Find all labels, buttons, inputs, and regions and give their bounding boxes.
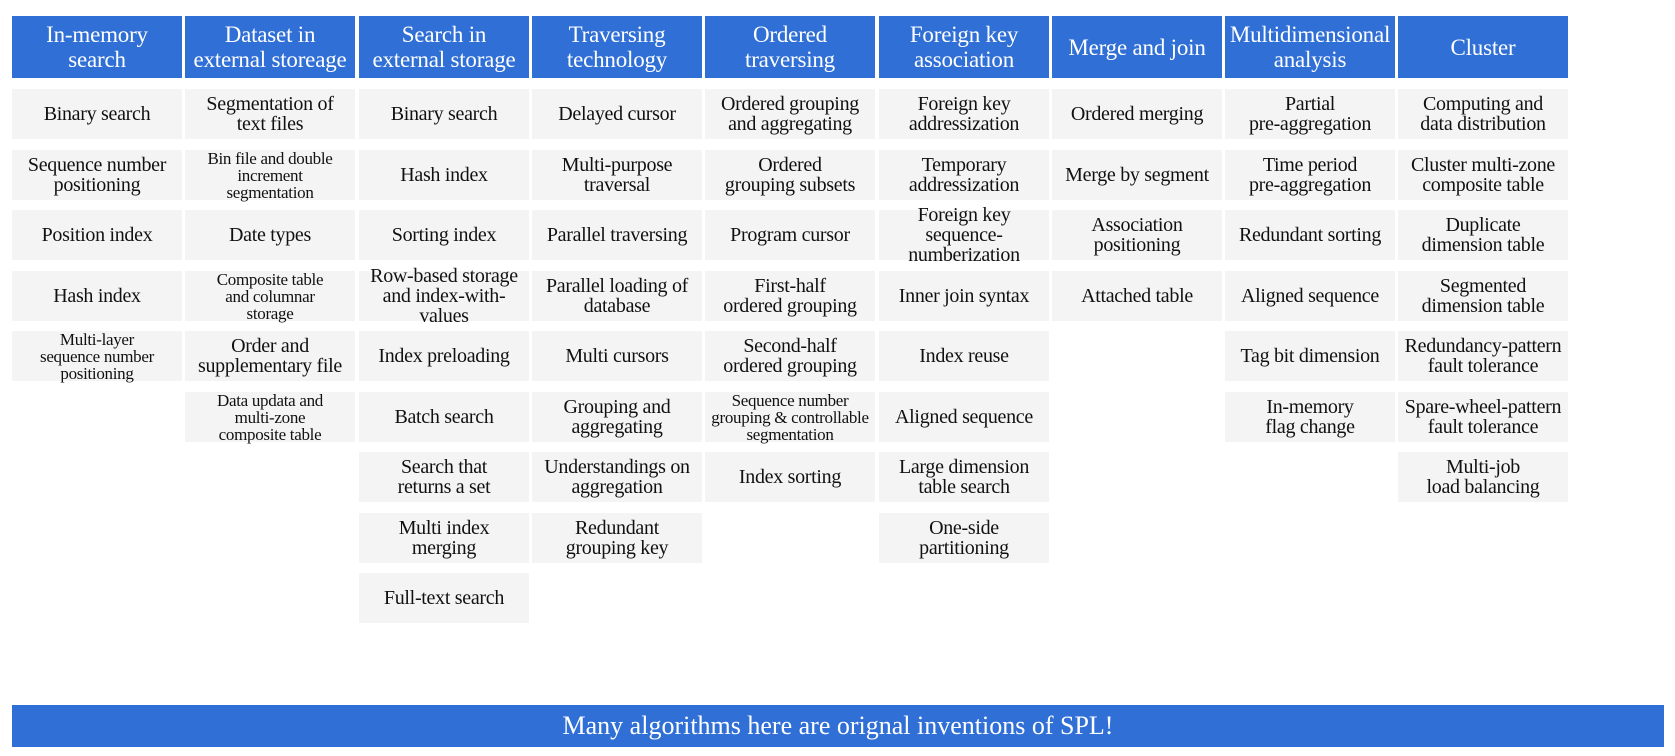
algorithm-cell: Ordered merging [1052,89,1222,139]
algorithm-cell: One-side partitioning [879,513,1049,563]
algorithm-cell: Cluster multi-zone composite table [1398,150,1568,200]
algorithm-cell: Full-text search [359,573,529,623]
algorithm-cell: Tag bit dimension [1225,331,1395,381]
algorithm-cell: Batch search [359,392,529,442]
category-header: Multidimensional analysis [1225,16,1395,78]
algorithm-cell: Sequence number positioning [12,150,182,200]
algorithm-grid [12,16,1664,656]
algorithm-cell: Redundant grouping key [532,513,702,563]
category-header: Search in external storage [359,16,529,78]
algorithm-cell: Aligned sequence [879,392,1049,442]
category-column [1052,16,1222,656]
algorithm-cell: Partial pre-aggregation [1225,89,1395,139]
algorithm-cell: Ordered grouping and aggregating [705,89,875,139]
algorithm-cell: Multi-layer sequence number positioning [12,331,182,381]
category-column [12,16,182,656]
algorithm-cell: Computing and data distribution [1398,89,1568,139]
algorithm-cell: In-memory flag change [1225,392,1395,442]
algorithm-cell: Merge by segment [1052,150,1222,200]
algorithm-cell: Hash index [359,150,529,200]
algorithm-cell: Ordered grouping subsets [705,150,875,200]
algorithm-cell: Spare-wheel-pattern fault tolerance [1398,392,1568,442]
category-header: Foreign key association [879,16,1049,78]
algorithm-cell: Date types [185,210,355,260]
footer-banner: Many algorithms here are orignal inventions of SPL! [12,705,1664,747]
algorithm-cell: Association positioning [1052,210,1222,260]
algorithm-cell: Program cursor [705,210,875,260]
algorithm-cell: Multi-purpose traversal [532,150,702,200]
algorithm-cell: Delayed cursor [532,89,702,139]
algorithm-cell: Bin file and double increment segmentation [185,150,355,200]
algorithm-cell: Index sorting [705,452,875,502]
category-column [185,16,355,656]
algorithm-cell: Segmentation of text files [185,89,355,139]
algorithm-cell: Redundancy-pattern fault tolerance [1398,331,1568,381]
category-column [1398,16,1568,656]
algorithm-cell: Inner join syntax [879,271,1049,321]
algorithm-cell: Aligned sequence [1225,271,1395,321]
category-column [1225,16,1395,656]
algorithm-cell: Search that returns a set [359,452,529,502]
category-column [879,16,1049,656]
algorithm-cell: Large dimension table search [879,452,1049,502]
algorithm-cell: Grouping and aggregating [532,392,702,442]
category-header: Traversing technology [532,16,702,78]
algorithm-cell: Parallel loading of database [532,271,702,321]
algorithm-cell: Sorting index [359,210,529,260]
algorithm-cell: Foreign key sequence-numberization [879,210,1049,260]
category-column [359,16,529,656]
algorithm-cell: Index preloading [359,331,529,381]
category-column [705,16,875,656]
algorithm-cell: Parallel traversing [532,210,702,260]
algorithm-cell: Duplicate dimension table [1398,210,1568,260]
algorithm-cell: Segmented dimension table [1398,271,1568,321]
category-header: Dataset in external storeage [185,16,355,78]
algorithm-cell: Sequence number grouping & controllable segmentation [705,392,875,442]
category-header: Ordered traversing [705,16,875,78]
algorithm-cell: Data updata and multi-zone composite table [185,392,355,442]
algorithm-cell: Attached table [1052,271,1222,321]
algorithm-cell: Composite table and columnar storage [185,271,355,321]
category-column [532,16,702,656]
algorithm-cell: Hash index [12,271,182,321]
algorithm-cell: Redundant sorting [1225,210,1395,260]
category-header: In-memory search [12,16,182,78]
algorithm-cell: Temporary addressization [879,150,1049,200]
algorithm-cell: Foreign key addressization [879,89,1049,139]
algorithm-cell: Multi cursors [532,331,702,381]
algorithm-cell: Multi-job load balancing [1398,452,1568,502]
algorithm-cell: Second-half ordered grouping [705,331,875,381]
algorithm-cell: Understandings on aggregation [532,452,702,502]
algorithm-cell: Position index [12,210,182,260]
algorithm-cell: First-half ordered grouping [705,271,875,321]
algorithm-cell: Order and supplementary file [185,331,355,381]
category-header: Cluster [1398,16,1568,78]
algorithm-cell: Row-based storage and index-with-values [359,271,529,321]
algorithm-cell: Time period pre-aggregation [1225,150,1395,200]
algorithm-cell: Binary search [12,89,182,139]
algorithm-cell: Multi index merging [359,513,529,563]
algorithm-cell: Binary search [359,89,529,139]
category-header: Merge and join [1052,16,1222,78]
algorithm-cell: Index reuse [879,331,1049,381]
